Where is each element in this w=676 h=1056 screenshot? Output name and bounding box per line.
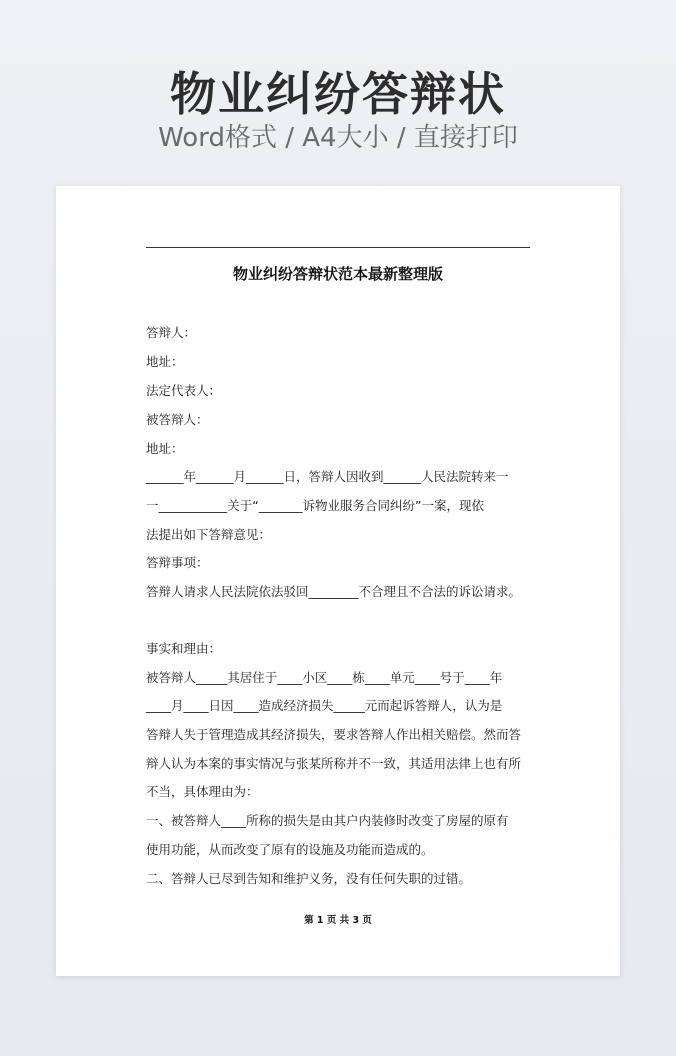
banner-title: 物业纠纷答辩状 bbox=[170, 67, 506, 121]
paragraph-line: 法提出如下答辩意见： bbox=[146, 527, 272, 542]
section-heading: 事实和理由： bbox=[146, 641, 222, 656]
paragraph-line: 不当，具体理由为： bbox=[146, 784, 259, 799]
document-page bbox=[56, 186, 620, 976]
line-plaintiff: 被答辩人： bbox=[146, 412, 209, 427]
paragraph-line: 答辩人请求人民法院依法驳回________不合理且不合法的诉讼请求。 bbox=[146, 584, 522, 599]
banner-subtitle: Word格式 / A4大小 / 直接打印 bbox=[158, 123, 518, 153]
paragraph-line: 使用功能，从而改变了原有的设施及功能而造成的。 bbox=[146, 842, 434, 857]
paragraph-line: 一、被答辩人____所称的损失是由其户内装修时改变了房屋的原有 bbox=[146, 813, 509, 828]
line-legal-rep: 法定代表人： bbox=[146, 383, 222, 398]
paragraph-line: ____月____日因____造成经济损失_____元而起诉答辩人，认为是 bbox=[146, 698, 503, 713]
paragraph-line: 二、答辩人已尽到告知和维护义务，没有任何失职的过错。 bbox=[146, 871, 472, 886]
paragraph-line: 被答辩人_____其居住于____小区____栋____单元____号于____年 bbox=[146, 670, 503, 685]
header-rule bbox=[146, 247, 530, 248]
section-heading: 答辩事项： bbox=[146, 555, 209, 570]
paragraph-line: 答辩人失于管理造成其经济损失，要求答辩人作出相关赔偿。然而答 bbox=[146, 727, 522, 742]
line-address-2: 地址： bbox=[146, 441, 184, 456]
page-number: 第 1 页 共 3 页 bbox=[304, 915, 372, 926]
line-respondent: 答辩人： bbox=[146, 325, 197, 340]
paragraph-line: 一___________关于“_______诉物业服务合同纠纷”一案，现依 bbox=[146, 498, 484, 513]
paragraph-line: 辩人认为本案的事实情况与张某所称并不一致，其适用法律上也有所 bbox=[146, 756, 522, 771]
paragraph-line: ______年______月______日，答辩人因收到______人民法院转来一 bbox=[146, 469, 509, 484]
document-title: 物业纠纷答辩状范本最新整理版 bbox=[232, 265, 443, 283]
line-address-1: 地址： bbox=[146, 354, 184, 369]
